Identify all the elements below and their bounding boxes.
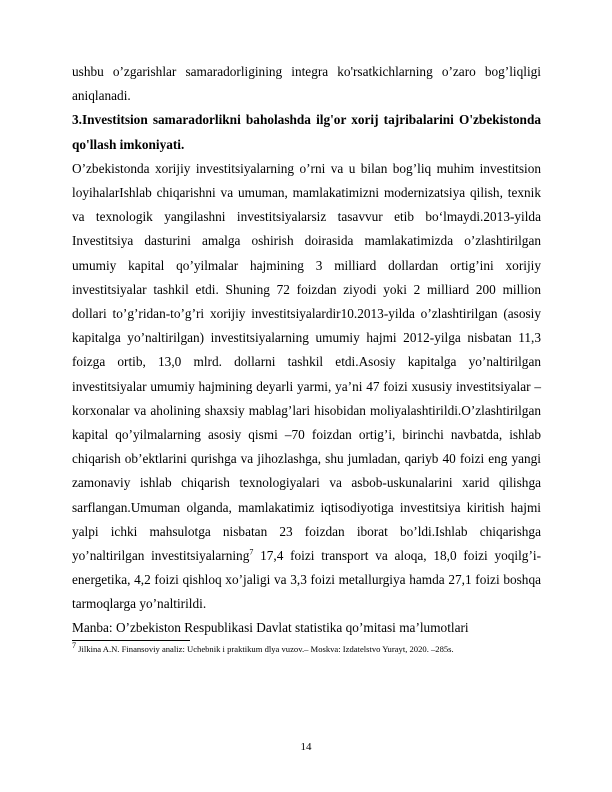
page-number: 14 (300, 741, 312, 753)
footnote-number: 7 (72, 640, 76, 650)
section-heading: 3.Investitsion samaradorlikni baholashda ilg'or xorij tajribalarini O'zbekistonda qo'llash imkoniyati. (72, 112, 541, 152)
main-paragraph-text: O’zbekistonda xorijiy investitsiyalarning o’rni va u bilan bog’liq muhim investitsion loyihalarIshlab chiqarishni va umuman, mamlakatimizni modernizatsiya qilish, texnik va texnologik yangilashni investitsiyalarsiz tasavvur etib bo‘lmaydi.2013-yilda Investitsiya dasturini amalga oshirish doirasida mamlakatimizda o’zlashtirilgan umumiy kapital qo’yilmalar hajmining 3 milliard dollardan ortig’ini xorijiy investitsiyalar tashkil etdi. Shuning 72 foizdan ziyodi yoki 2 milliard 200 million dollari to’g’ridan-to’g’ri xorijiy investitsiyalardir10.2013-yilda o’zlashtirilgan (asosiy kapitalga yo’naltirilgan) investitsiyalarning umumiy hajmi 2012-yilga nisbatan 11,3 foizga ortib, 13,0 mlrd. dollarni tashkil etdi.Asosiy kapitalga yo’naltirilgan investitsiyalar umumiy hajmining deyarli yarmi, ya’ni 47 foizi xususiy investitsiyalar – korxonalar va aholining shaxsiy mablag’lari hisobidan moliyalashtirildi.O’zlashtirilgan kapital qo’yilmalarning asosiy qismi –70 foizdan ortig’i, birinchi navbatda, ishlab chiqarish ob’ektlarini qurishga va jihozlashga, shu jumladan, qariyb 40 foizi eng yangi zamonaviy ishlab chiqarish texnologiyalari va asbob-uskunalarini xarid qilishga sarflangan.Umuman olganda, mamlakatimiz iqtisodiyotiga investitsiya kiritish hajmi yalpi ichki mahsulotga nisbatan 23 foizdan iborat bo’ldi.Ishlab chiqarishga yo’naltirilgan investitsiyalarning (72, 160, 541, 564)
footnote (72, 640, 541, 655)
main-paragraph-text-continued: 17,4 foizi transport va aloqa, 18,0 foizi yoqilg’i-energetika, 4,2 foizi qishloq xo’jaligi va 3,3 foizi metallurgiya hamda 27,1 foizi boshqa tarmoqlarga yo’naltirildi. (72, 548, 541, 612)
footnote-divider (72, 640, 190, 641)
intro-paragraph: ushbu o’zgarishlar samaradorligining integra ko'rsatkichlarning o’zaro bog’liqligi aniqlanadi. (72, 64, 541, 104)
footnote-reference[interactable]: 7 (249, 547, 254, 557)
footnote-text: Jilkina A.N. Finansoviy analiz: Uchebnik i praktikum dlya vuzov.– Moskva: Izdatelstvo Yurayt, 2020. –285s. (78, 643, 454, 654)
source-line: Manba: O’zbekiston Respublikasi Davlat statistika qo’mitasi ma’lumotlari (72, 619, 469, 635)
document-page (72, 60, 541, 655)
main-paragraph (72, 157, 541, 617)
